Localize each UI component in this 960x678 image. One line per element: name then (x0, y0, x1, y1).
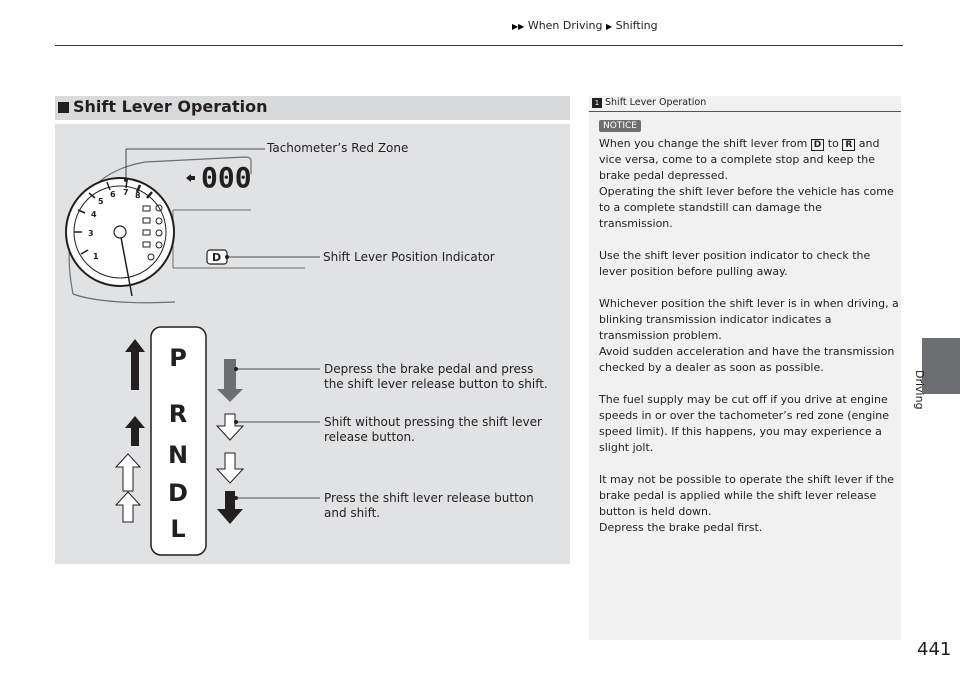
paragraph: Use the shift lever position indicator to check the lever position before pulling away. (599, 249, 871, 278)
arrow-up-filled-icon (125, 416, 145, 446)
legend-brake-release (324, 362, 548, 392)
gear-r: R (168, 400, 188, 428)
arrow-down-gray-icon (217, 359, 243, 402)
paragraph: It may not be possible to operate the shift lever if the brake pedal is applied while the shift lever release button is held down. (599, 473, 895, 518)
header-rule (55, 45, 903, 46)
arrow-down-outline-icon (217, 414, 243, 440)
text: When you change the shift lever from (599, 137, 808, 150)
arrow-icon: ▶▶ (512, 22, 525, 31)
legend-line: Press the shift lever release button (324, 491, 534, 505)
side-tab-label: Driving (913, 370, 926, 410)
svg-text:6: 6 (110, 190, 116, 199)
notice-badge: NOTICE (599, 120, 641, 132)
legend-line: Depress the brake pedal and press (324, 362, 534, 376)
legend-line: and shift. (324, 506, 381, 520)
paragraph: The fuel supply may be cut off if you drive at engine speeds in or over the tachometer’s red zone (engine speed limit). If this happens, you may experience a slight jolt. (599, 393, 889, 454)
square-bullet-icon (58, 102, 69, 113)
arrow-up-filled-icon (125, 339, 145, 390)
page-number: 441 (917, 639, 952, 660)
gear-n: N (167, 441, 189, 469)
note-marker-icon: 1 (592, 98, 602, 108)
gear-r-key-icon: R (842, 139, 855, 151)
gear-l: L (170, 515, 186, 543)
breadcrumb-item[interactable]: When Driving (527, 19, 603, 32)
paragraph (599, 136, 899, 184)
section-title: Shift Lever Operation (73, 97, 268, 116)
breadcrumb (512, 19, 658, 32)
gear-d-key-icon: D (811, 139, 824, 151)
text: to (827, 137, 839, 150)
text: and vice versa, come to a complete stop and keep the brake pedal depressed. (599, 137, 880, 182)
legend-line: the shift lever release button to shift. (324, 377, 548, 391)
svg-text:5: 5 (98, 197, 104, 206)
svg-text:3: 3 (88, 229, 94, 238)
paragraph: Avoid sudden acceleration and have the transmission checked by a dealer as soon as possible. (599, 345, 895, 374)
arrow-up-outline-icon (116, 492, 140, 522)
legend-line: Shift without pressing the shift lever (324, 415, 542, 429)
legend-line: release button. (324, 430, 415, 444)
paragraph: Operating the shift lever before the vehicle has come to a complete standstill can damage the transmission. (599, 185, 894, 230)
sidebar-body (599, 136, 899, 552)
legend-press-button (324, 491, 534, 521)
sidebar-heading (589, 96, 901, 112)
legend-no-button (324, 415, 542, 445)
odometer-digits: 000 (201, 161, 252, 194)
sidebar-note (589, 96, 901, 640)
figure-panel (55, 124, 570, 564)
sidebar-title: Shift Lever Operation (605, 97, 707, 108)
position-indicator-label: Shift Lever Position Indicator (323, 250, 495, 264)
arrow-down-filled-icon (217, 491, 243, 524)
arrow-down-outline-icon (217, 453, 243, 483)
side-tab[interactable] (922, 338, 960, 394)
svg-text:4: 4 (91, 210, 97, 219)
gear-p: P (169, 344, 187, 372)
svg-text:8: 8 (135, 191, 141, 200)
gear-d: D (168, 479, 188, 507)
arrow-icon: ▶ (605, 22, 613, 31)
breadcrumb-item[interactable]: Shifting (615, 19, 658, 32)
svg-text:1: 1 (93, 252, 99, 261)
tachometer-red-zone-label: Tachometer’s Red Zone (267, 141, 409, 155)
svg-text:7: 7 (123, 188, 129, 197)
position-indicator-letter: D (212, 251, 222, 264)
paragraph: Depress the brake pedal first. (599, 521, 763, 534)
arrow-up-outline-icon (116, 454, 140, 491)
section-header (55, 96, 570, 120)
paragraph: Whichever position the shift lever is in when driving, a blinking transmission indicator indicates a transmission problem. (599, 297, 899, 342)
